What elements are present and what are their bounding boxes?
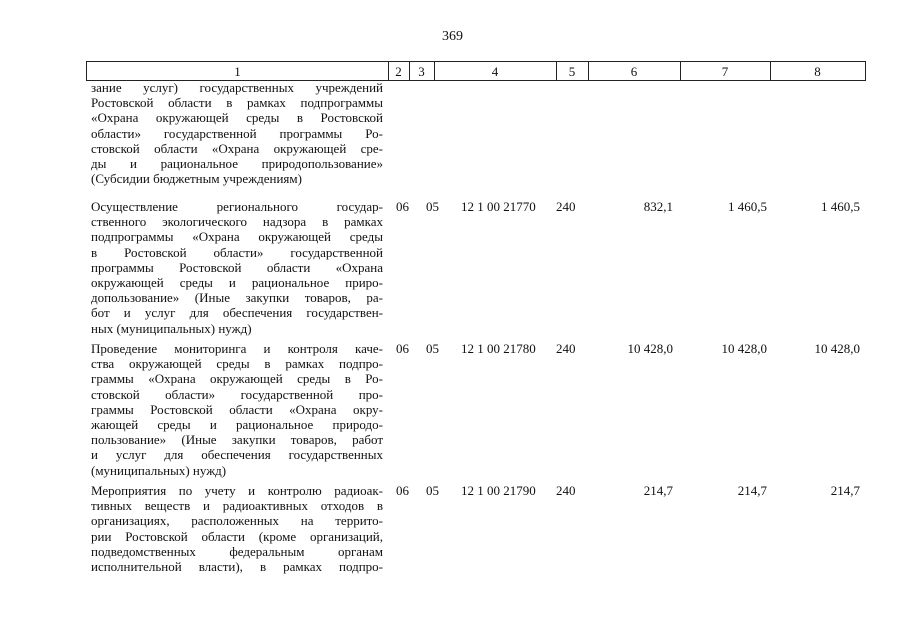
text-line: ственного экологического надзора в рамках [91, 214, 383, 230]
cell-amount-1: 832,1 [643, 199, 673, 214]
text-line: области» государственной программы Ро- [91, 125, 383, 141]
row-description [91, 199, 383, 336]
cell-amount-3: 10 428,0 [814, 341, 860, 356]
cell-amount-2: 1 460,5 [728, 199, 767, 214]
text-line: граммы «Охрана окружающей среды в Ро- [91, 371, 383, 387]
text-line: Ростовской области в рамках подпрограммы [91, 95, 383, 111]
cell-amount-1: 10 428,0 [627, 341, 673, 356]
row-description [91, 341, 383, 478]
cell-expense-type: 240 [556, 483, 576, 498]
text-line: зание услуг) государственных учреждений [91, 80, 383, 95]
text-line: окружающей среды и рациональное приро- [91, 274, 383, 290]
cell-subsection: 05 [426, 341, 439, 356]
header-col-3: 3 [409, 61, 435, 81]
cell-amount-2: 214,7 [737, 483, 767, 498]
text-line: (Субсидии бюджетным учреждениям) [91, 171, 302, 187]
row-description [91, 80, 383, 186]
cell-section: 06 [396, 341, 409, 356]
text-line: жающей среды и рациональное природо- [91, 416, 383, 432]
text-line: граммы Ростовской области «Охрана окру- [91, 401, 383, 417]
text-line: Осуществление регионального государ- [91, 199, 383, 214]
cell-target-code: 12 1 00 21780 [461, 341, 536, 356]
text-line: исполнительной власти), в рамках подпро- [91, 558, 383, 574]
cell-section: 06 [396, 483, 409, 498]
text-line: «Охрана окружающей среды в Ростовской [91, 110, 383, 126]
text-line: программы Ростовской области «Охрана [91, 259, 383, 275]
cell-section: 06 [396, 199, 409, 214]
header-col-2: 2 [388, 61, 410, 81]
cell-amount-3: 1 460,5 [821, 199, 860, 214]
cell-expense-type: 240 [556, 341, 576, 356]
text-line: рии Ростовской области (кроме организаций, [91, 528, 383, 544]
header-col-1: 1 [86, 61, 389, 81]
text-line: подведомственных федеральным органам [91, 543, 383, 559]
header-col-4: 4 [434, 61, 557, 81]
text-line: Мероприятия по учету и контролю радиоак- [91, 483, 383, 498]
row-description [91, 483, 383, 574]
text-line: ды и рациональное природопользование» [91, 155, 383, 171]
cell-target-code: 12 1 00 21770 [461, 199, 536, 214]
cell-subsection: 05 [426, 199, 439, 214]
cell-expense-type: 240 [556, 199, 576, 214]
text-line: подпрограммы «Охрана окружающей среды [91, 229, 383, 245]
header-col-5: 5 [556, 61, 589, 81]
text-line: (муниципальных) нужд) [91, 462, 227, 478]
text-line: и услуг для обеспечения государственных [91, 447, 383, 463]
text-line: допользование» (Иные закупки товаров, ра- [91, 290, 383, 306]
cell-subsection: 05 [426, 483, 439, 498]
text-line: в Ростовской области» государственной [91, 244, 383, 260]
text-line: ных (муниципальных) нужд) [91, 320, 252, 336]
text-line: бот и услуг для обеспечения государствен- [91, 305, 383, 321]
cell-target-code: 12 1 00 21790 [461, 483, 536, 498]
text-line: организациях, расположенных на террито- [91, 513, 383, 529]
header-col-6: 6 [588, 61, 681, 81]
page-number: 369 [442, 29, 463, 44]
cell-amount-2: 10 428,0 [721, 341, 767, 356]
header-col-8: 8 [770, 61, 866, 81]
text-line: стовской области» государственной про- [91, 386, 383, 402]
text-line: Проведение мониторинга и контроля каче- [91, 341, 383, 356]
text-line: ства окружающей среды в рамках подпро- [91, 356, 383, 372]
header-col-7: 7 [680, 61, 771, 81]
cell-amount-1: 214,7 [643, 483, 673, 498]
text-line: стовской области «Охрана окружающей сре- [91, 140, 383, 156]
cell-amount-3: 214,7 [830, 483, 860, 498]
text-line: тивных веществ и радиоактивных отходов в [91, 498, 383, 514]
text-line: пользование» (Иные закупки товаров, работ [91, 432, 383, 448]
